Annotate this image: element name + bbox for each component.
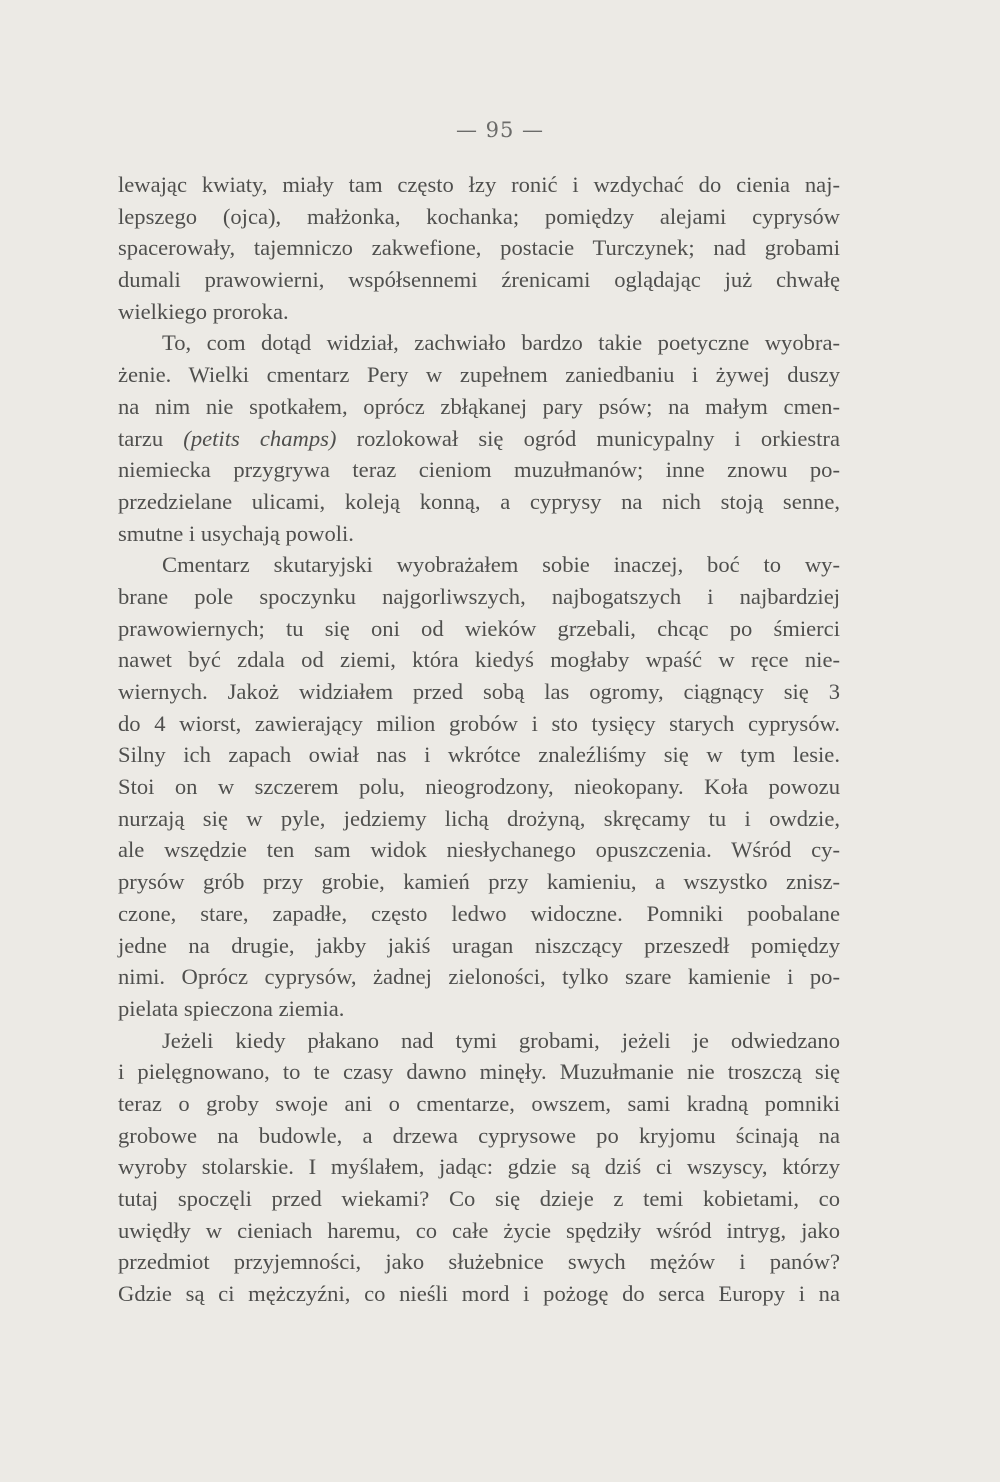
text-segment: rozlokował się ogród municypalny i orkiestra xyxy=(336,425,840,451)
text-line: czone, stare, zapadłe, często ledwo widoczne. Pomniki poobalane xyxy=(118,900,840,926)
text-line: lewając kwiaty, miały tam często łzy ronić i wzdychać do cienia naj- xyxy=(118,172,840,197)
text-line: tutaj spoczęli przed wiekami? Co się dzieje z temi kobietami, co xyxy=(118,1186,840,1211)
text-line: Jeżeli kiedy płakano nad tymi grobami, jeżeli je odwiedzano xyxy=(162,1027,840,1053)
text-segment: tarzu xyxy=(118,425,184,451)
text-line: nimi. Oprócz cyprysów, żadnej zieloności, tylko szare kamienie i po- xyxy=(118,964,840,990)
text-line: wielkiego proroka. xyxy=(118,298,289,324)
text-line: jedne na drugie, jakby jakiś uragan niszczący przeszedł pomiędzy xyxy=(118,932,840,958)
text-line: nawet być zdala od ziemi, która kiedyś mogłaby wpaść w ręce nie- xyxy=(118,647,840,673)
text-line: Cmentarz skutaryjski wyobrażałem sobie inaczej, boć to wy- xyxy=(162,552,840,578)
text-line: uwiędły w cieniach haremu, co całe życie spędziły wśród intryg, jako xyxy=(118,1217,840,1243)
text-line: teraz o groby swoje ani o cmentarze, owszem, sami kradną pomniki xyxy=(118,1090,840,1116)
text-line: na nim nie spotkałem, oprócz zbłąkanej pary psów; na małym cmen- xyxy=(118,393,840,419)
text-line: przedmiot przyjemności, jako służebnice swych mężów i panów? xyxy=(118,1249,840,1275)
text-line: i pielęgnowano, to te czasy dawno minęły. Muzułmanie nie troszczą się xyxy=(118,1059,840,1085)
text-line: smutne i usychają powoli. xyxy=(118,520,354,546)
text-line: brane pole spoczynku najgorliwszych, najbogatszych i najbardziej xyxy=(118,583,840,609)
italic-phrase: (petits champs) xyxy=(183,425,337,451)
text-line: Gdzie są ci mężczyźni, co nieśli mord i pożogę do serca Europy i na xyxy=(118,1281,840,1307)
text-line: To, com dotąd widział, zachwiało bardzo takie poetyczne wyobra- xyxy=(162,330,840,356)
text-line: grobowe na budowle, a drzewa cyprysowe po kryjomu ścinają na xyxy=(118,1122,840,1148)
text-line: Silny ich zapach owiał nas i wkrótce znaleźliśmy się w tym lesie. xyxy=(118,742,840,768)
text-line: dumali prawowierni, współsennemi źrenicami oglądając już chwałę xyxy=(118,267,840,293)
text-line: wiernych. Jakoż widziałem przed sobą las ogromy, ciągnący się 3 xyxy=(118,679,840,704)
text-line xyxy=(118,423,840,455)
body-text xyxy=(118,169,840,1310)
text-line: nurzają się w pyle, jedziemy lichą drożyną, skręcamy tu i owdzie, xyxy=(118,805,840,831)
text-line: do 4 wiorst, zawierający milion grobów i sto tysięcy starych cyprysów. xyxy=(118,710,840,736)
page-number: — 95 — xyxy=(455,118,545,142)
text-line: przedzielane ulicami, koleją konną, a cyprysy na nich stoją senne, xyxy=(118,488,840,514)
text-line: ale wszędzie ten sam widok niesłychanego opuszczenia. Wśród cy- xyxy=(118,837,840,863)
text-line: wyroby stolarskie. I myślałem, jadąc: gdzie są dziś ci wszyscy, którzy xyxy=(118,1154,840,1180)
text-line: prawowiernych; tu się oni od wieków grzebali, chcąc po śmierci xyxy=(118,615,840,641)
text-line: pielata spieczona ziemia. xyxy=(118,995,345,1021)
text-line: prysów grób przy grobie, kamień przy kamieniu, a wszystko znisz- xyxy=(118,869,840,895)
text-line: Stoi on w szczerem polu, nieogrodzony, nieokopany. Koła powozu xyxy=(118,774,840,800)
text-line: żenie. Wielki cmentarz Pery w zupełnem zaniedbaniu i żywej duszy xyxy=(118,362,840,388)
text-line: lepszego (ojca), małżonka, kochanka; pomiędzy alejami cyprysów xyxy=(118,203,840,229)
text-line: niemiecka przygrywa teraz cieniom muzułmanów; inne znowu po- xyxy=(118,457,840,483)
text-line: spacerowały, tajemniczo zakwefione, postacie Turczynek; nad grobami xyxy=(118,235,840,261)
